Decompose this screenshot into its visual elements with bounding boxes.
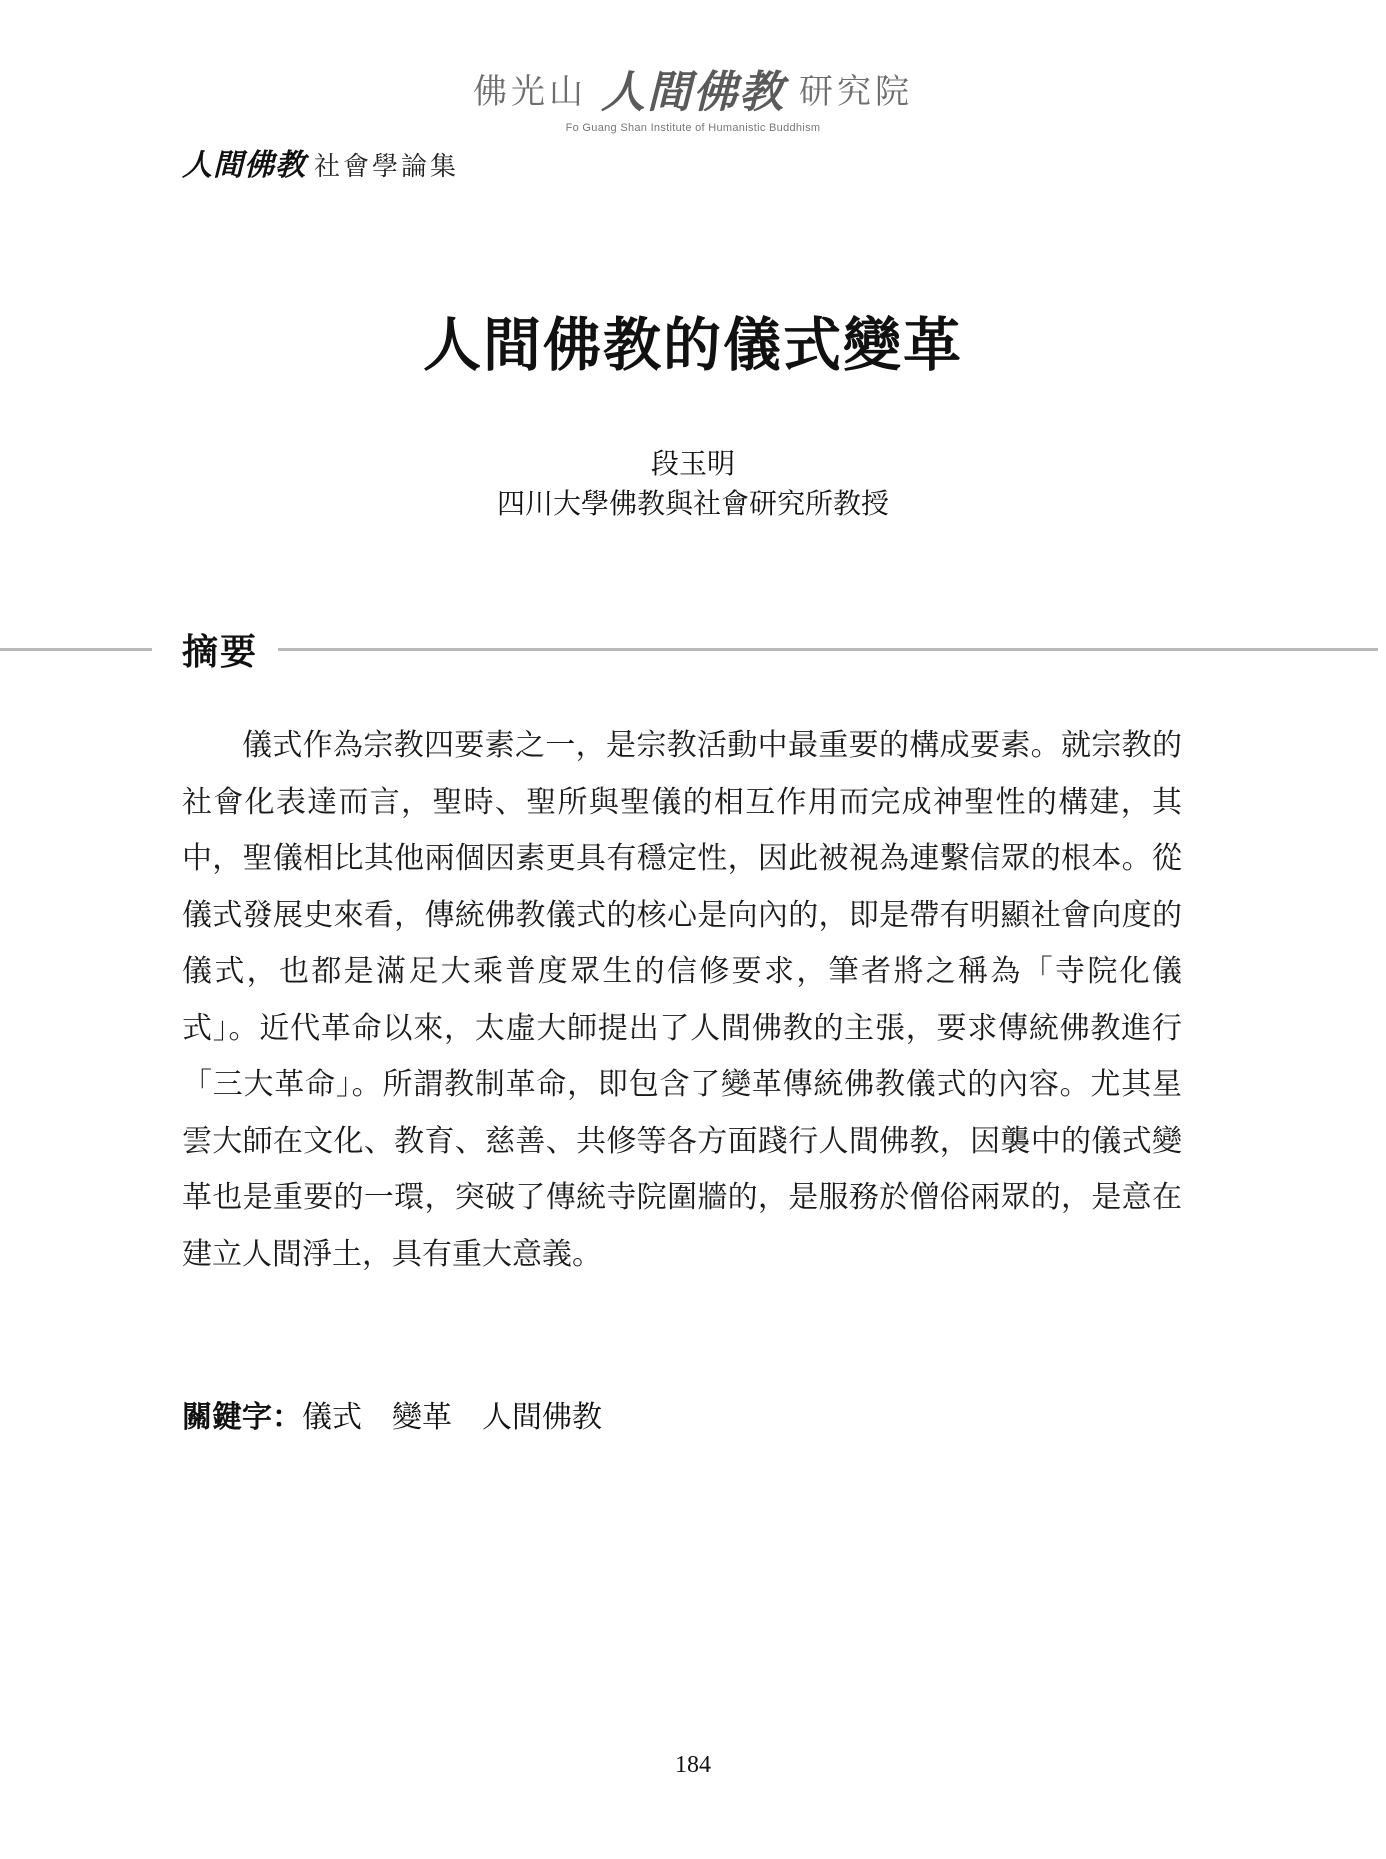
series-logo: 人間佛教 bbox=[182, 148, 306, 183]
keyword-item: 儀式 bbox=[302, 1400, 362, 1435]
masthead-row bbox=[473, 56, 913, 120]
masthead-logo: 人間佛教 bbox=[601, 67, 785, 118]
section-rule-right bbox=[278, 648, 1378, 651]
series-name: 社會學論集 bbox=[314, 152, 460, 182]
article-title: 人間佛教的儀式變革 bbox=[422, 311, 963, 379]
masthead bbox=[0, 56, 1386, 134]
keywords-line bbox=[182, 1392, 602, 1436]
abstract-heading: 摘要 bbox=[182, 631, 259, 673]
masthead-subtitle: Fo Guang Shan Institute of Humanistic Buddhism bbox=[565, 122, 821, 134]
keyword-item: 人間佛教 bbox=[482, 1400, 602, 1435]
masthead-left-text: 佛光山 bbox=[473, 71, 587, 112]
keyword-item: 變革 bbox=[392, 1400, 452, 1435]
series-header bbox=[182, 140, 459, 184]
author-affiliation: 四川大學佛教與社會研究所教授 bbox=[496, 487, 889, 520]
page-number: 184 bbox=[675, 1752, 711, 1778]
section-rule-left bbox=[0, 648, 152, 651]
author-name: 段玉明 bbox=[650, 447, 735, 480]
keywords-label: 關鍵字： bbox=[182, 1400, 302, 1435]
masthead-right-text: 研究院 bbox=[799, 71, 913, 112]
abstract-body: 儀式作為宗教四要素之一，是宗教活動中最重要的構成要素。就宗教的社會化表達而言，聖時、聖所與聖儀的相互作用而完成神聖性的構建，其中，聖儀相比其他兩個因素更具有穩定性，因此被視為連繫信眾的根本。從儀式發展史來看，傳統佛教儀式的核心是向內的，即是帶有明顯社會向度的儀式，也都是滿足大乘普度眾生的信修要求，筆者將之稱為「寺院化儀式」。近代革命以來，太虛大師提出了人間佛教的主張，要求傳統佛教進行「三大革命」。所謂教制革命，即包含了變革傳統佛教儀式的內容。尤其星雲大師在文化、教育、慈善、共修等各方面踐行人間佛教，因襲中的儀式變革也是重要的一環，突破了傳統寺院圍牆的，是服務於僧俗兩眾的，是意在建立人間淨土，具有重大意義。 bbox=[182, 728, 1182, 1272]
